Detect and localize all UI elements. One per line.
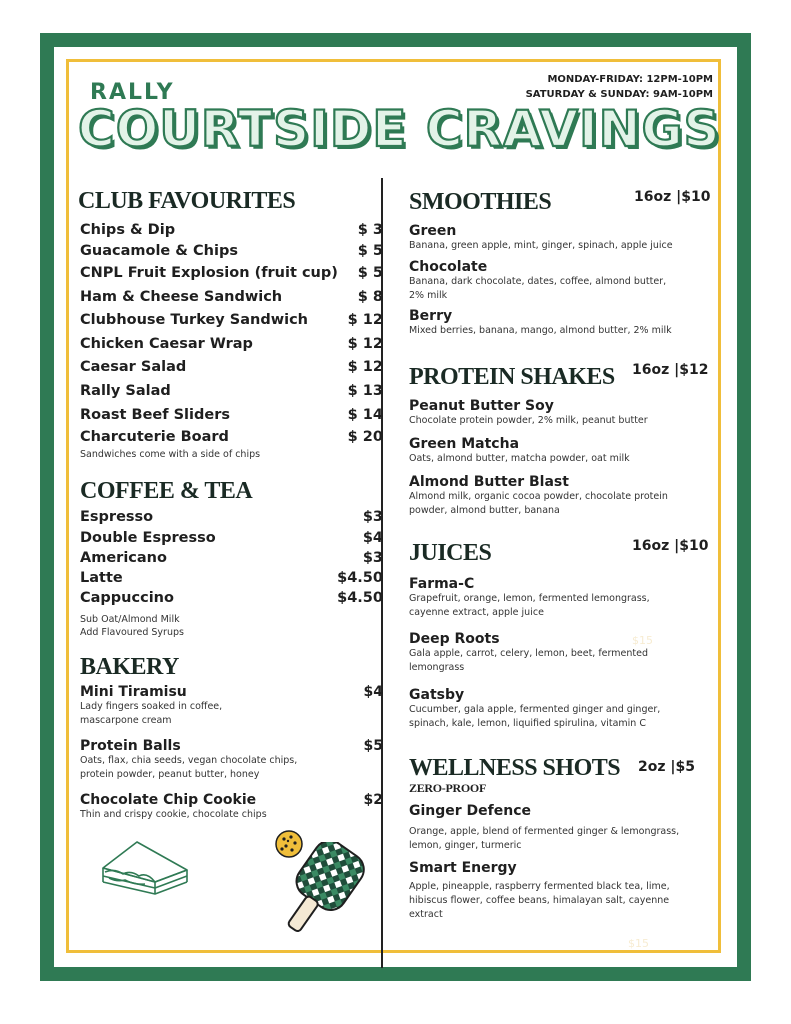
item-name: Farma-C (409, 576, 475, 592)
item-description: spinach, kale, lemon, liquified spirulina, vitamin C (409, 718, 646, 729)
menu-item (80, 792, 383, 822)
menu-item (409, 398, 709, 428)
item-description: lemongrass (409, 662, 465, 673)
item-name: Ginger Defence (409, 803, 532, 819)
item-name: Green (409, 223, 457, 239)
item-name: Rally Salad (80, 383, 171, 399)
item-name: Roast Beef Sliders (80, 407, 230, 423)
section-title-club-favourites: CLUB FAVOURITES (78, 188, 296, 214)
item-description: Mixed berries, banana, mango, almond butter, 2% milk (409, 325, 672, 336)
item-price: $3 (362, 550, 383, 566)
menu-item (80, 383, 383, 399)
menu-item (80, 684, 383, 728)
coffee-note-milk: Sub Oat/Almond Milk (80, 614, 180, 625)
section-title-juices: JUICES (409, 540, 492, 566)
item-description: Chocolate protein powder, 2% milk, peanut butter (409, 415, 648, 426)
menu-item (409, 860, 709, 922)
menu-item (80, 359, 383, 375)
hours-weekday: MONDAY-FRIDAY: 12PM-10PM (547, 74, 713, 85)
faded-price-juices: $15 (632, 634, 653, 647)
section-title-bakery: BAKERY (80, 654, 179, 680)
item-name: Chocolate Chip Cookie (80, 792, 257, 808)
item-price: $ 8 (357, 289, 383, 305)
item-name: Gatsby (409, 687, 465, 703)
item-description: 2% milk (409, 290, 448, 301)
item-description: Banana, dark chocolate, dates, coffee, almond butter, (409, 276, 667, 287)
item-price: $ 12 (347, 336, 383, 352)
opening-hours (526, 72, 713, 102)
item-description: cayenne extract, apple juice (409, 607, 544, 618)
menu-item (409, 259, 709, 303)
menu-item (409, 687, 709, 731)
section-title-wellness-shots: WELLNESS SHOTS (409, 755, 621, 781)
item-description: hibiscus flower, coffee beans, himalayan salt, cayenne (409, 895, 670, 906)
menu-title: COURTSIDE CRAVINGS (78, 100, 721, 158)
item-name: Chips & Dip (80, 222, 176, 238)
item-price: $4 (362, 530, 383, 546)
menu-item (80, 570, 383, 586)
item-price: $ 12 (347, 312, 383, 328)
item-price: $2 (363, 792, 383, 808)
item-price: $4.50 (337, 590, 383, 606)
menu-item (80, 509, 383, 525)
menu-item (80, 265, 383, 281)
menu-item (80, 530, 383, 546)
section-title-protein-shakes: PROTEIN SHAKES (409, 364, 615, 390)
pickleball-paddle-icon (274, 842, 370, 946)
item-name: Ham & Cheese Sandwich (80, 289, 283, 305)
item-name: Charcuterie Board (80, 429, 229, 445)
menu-item (409, 308, 709, 338)
sandwich-icon (95, 838, 195, 900)
item-description: Oats, flax, chia seeds, vegan chocolate chips, (80, 755, 298, 766)
menu-item (80, 289, 383, 305)
item-name: Cappuccino (80, 590, 174, 606)
item-price: $3 (362, 509, 383, 525)
item-description: powder, almond butter, banana (409, 505, 560, 516)
item-name: Clubhouse Turkey Sandwich (80, 312, 309, 328)
item-name: Deep Roots (409, 631, 500, 647)
shakes-price: 16oz |$12 (632, 362, 709, 378)
item-price: $4.50 (337, 570, 383, 586)
item-name: Almond Butter Blast (409, 474, 569, 490)
menu-item (409, 803, 709, 853)
menu-item (80, 407, 383, 423)
menu-item (80, 738, 383, 782)
item-description: protein powder, peanut butter, honey (80, 769, 260, 780)
item-description: Grapefruit, orange, lemon, fermented lemongrass, (409, 593, 650, 604)
wellness-subtitle: ZERO-PROOF (409, 781, 486, 795)
menu-item (80, 336, 383, 352)
menu-item (80, 222, 383, 238)
coffee-note-syrups: Add Flavoured Syrups (80, 627, 184, 638)
menu-item (80, 590, 383, 606)
item-price: $ 5 (357, 265, 383, 281)
menu-item (409, 436, 709, 466)
item-description: Orange, apple, blend of fermented ginger & lemongrass, (409, 826, 680, 837)
item-price: $ 3 (357, 222, 383, 238)
item-description: Almond milk, organic cocoa powder, chocolate protein (409, 491, 668, 502)
item-name: Latte (80, 570, 123, 586)
menu-item (80, 550, 383, 566)
item-name: Americano (80, 550, 167, 566)
item-description: Lady fingers soaked in coffee, (80, 701, 223, 712)
item-description: Cucumber, gala apple, fermented ginger and ginger, (409, 704, 661, 715)
menu-item (80, 243, 383, 259)
coffee-notes (80, 613, 184, 639)
item-name: Mini Tiramisu (80, 684, 187, 700)
item-price: $ 13 (347, 383, 383, 399)
menu-item (409, 223, 709, 253)
item-description: Oats, almond butter, matcha powder, oat milk (409, 453, 630, 464)
item-description: Banana, green apple, mint, ginger, spinach, apple juice (409, 240, 673, 251)
section-title-smoothies: SMOOTHIES (409, 189, 552, 215)
menu-item (80, 429, 383, 445)
item-name: Espresso (80, 509, 154, 525)
item-name: Guacamole & Chips (80, 243, 238, 259)
item-price: $5 (363, 738, 383, 754)
item-price: $ 20 (347, 429, 383, 445)
juices-price: 16oz |$10 (632, 538, 709, 554)
item-name: Peanut Butter Soy (409, 398, 554, 414)
item-name: Chocolate (409, 259, 488, 275)
menu-item (409, 474, 709, 518)
item-description: extract (409, 909, 443, 920)
item-description: Apple, pineapple, raspberry fermented black tea, lime, (409, 881, 670, 892)
item-description: Gala apple, carrot, celery, lemon, beet, fermented (409, 648, 648, 659)
brand-name: RALLY (90, 80, 175, 105)
hours-weekend: SATURDAY & SUNDAY: 9AM-10PM (525, 89, 713, 100)
item-name: Double Espresso (80, 530, 216, 546)
item-price: $ 14 (347, 407, 383, 423)
smoothies-price: 16oz |$10 (634, 189, 711, 205)
item-name: Smart Energy (409, 860, 517, 876)
item-price: $ 5 (357, 243, 383, 259)
item-name: Green Matcha (409, 436, 520, 452)
item-description: lemon, ginger, turmeric (409, 840, 522, 851)
item-name: Protein Balls (80, 738, 181, 754)
item-description: Thin and crispy cookie, chocolate chips (80, 809, 267, 820)
menu-item (80, 312, 383, 328)
shots-price: 2oz |$5 (638, 759, 695, 775)
menu-item (409, 631, 709, 675)
item-name: Caesar Salad (80, 359, 187, 375)
faded-price-shots: $15 (628, 937, 649, 950)
item-name: Chicken Caesar Wrap (80, 336, 253, 352)
item-description: mascarpone cream (80, 715, 172, 726)
item-name: Berry (409, 308, 453, 324)
item-price: $4 (363, 684, 383, 700)
section-title-coffee-tea: COFFEE & TEA (80, 478, 253, 504)
club-note: Sandwiches come with a side of chips (80, 449, 261, 460)
item-price: $ 12 (347, 359, 383, 375)
item-name: CNPL Fruit Explosion (fruit cup) (80, 265, 338, 281)
menu-item (409, 576, 709, 620)
